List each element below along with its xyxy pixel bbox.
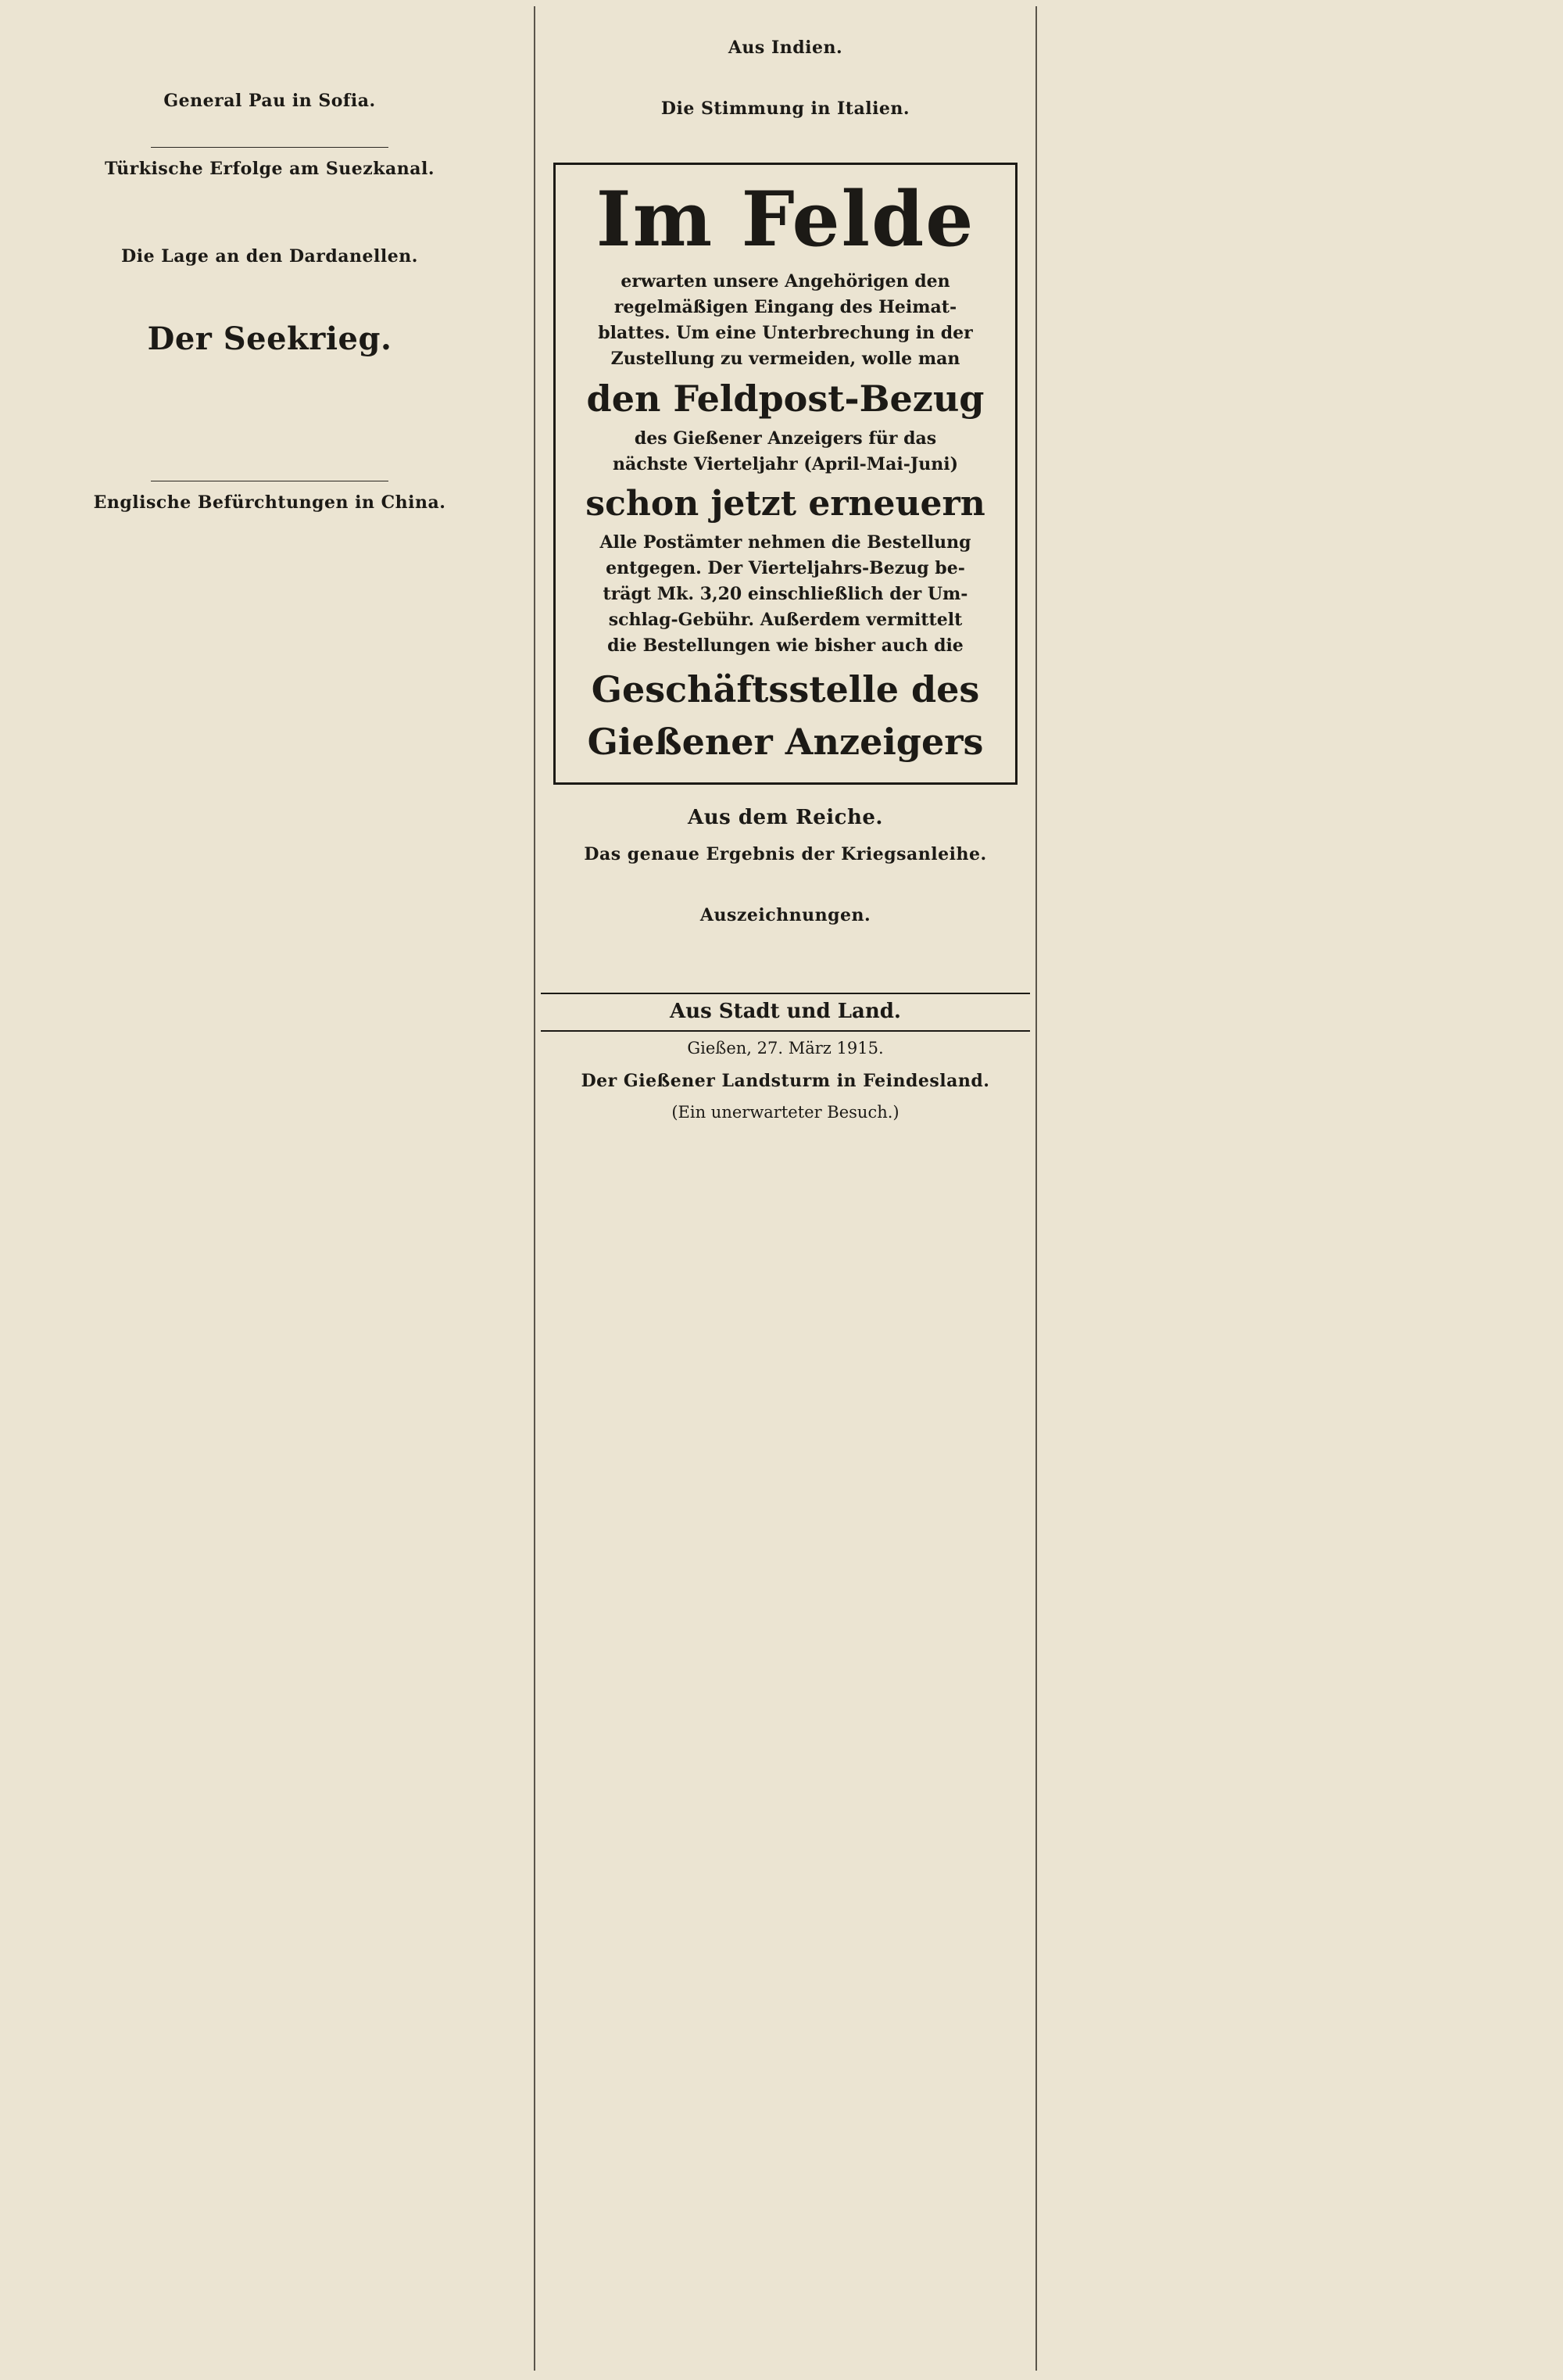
notice-line: die Bestellungen wie bisher auch die xyxy=(607,635,964,657)
article-paragraph xyxy=(11,6,528,27)
article-paragraph xyxy=(11,522,528,542)
article-paragraph xyxy=(1043,6,1552,27)
notice-line: blattes. Um eine Unterbrechung in der xyxy=(598,322,973,343)
article-subheading: (Ein unerwarteter Besuch.) xyxy=(671,1102,900,1122)
section-heading: Der Seekrieg. xyxy=(147,320,392,357)
dateline: Gießen, 27. März 1915. xyxy=(687,1038,884,1058)
notice-office: Geschäftsstelle des xyxy=(591,668,980,711)
article-paragraph xyxy=(541,1130,1030,1151)
article-paragraph xyxy=(11,428,528,448)
article-paragraph xyxy=(11,401,528,421)
notice-title: Im Felde xyxy=(596,174,975,263)
article-paragraph xyxy=(541,6,1030,27)
notice-line: erwarten unsere Angehörigen den xyxy=(621,270,950,292)
notice-line: schlag-Gebühr. Außerdem vermittelt xyxy=(608,610,963,631)
article-paragraph xyxy=(541,128,1030,149)
article-paragraph xyxy=(541,874,1030,894)
article-heading: Englische Befürchtungen in China. xyxy=(93,492,446,513)
column-right xyxy=(1043,6,1552,2371)
article-paragraph xyxy=(11,215,528,235)
article-heading: Die Stimmung in Italien. xyxy=(660,98,910,119)
column-rule xyxy=(1035,6,1037,2371)
article-paragraph xyxy=(11,454,528,474)
article-heading: Der Gießener Landsturm in Feindesland. xyxy=(581,1071,990,1092)
column-middle xyxy=(541,6,1030,2371)
column-left xyxy=(11,6,528,2371)
notice-feldpost: den Feldpost-Bezug xyxy=(586,377,985,420)
notice-office: Gießener Anzeigers xyxy=(587,721,984,764)
local-notice xyxy=(1043,167,1552,188)
article-paragraph xyxy=(541,67,1030,88)
local-notice xyxy=(1043,220,1552,241)
article-heading: Türkische Erfolge am Suezkanal. xyxy=(104,158,435,179)
local-notice xyxy=(1043,194,1552,214)
article-paragraph xyxy=(541,961,1030,982)
subscription-notice xyxy=(553,163,1018,786)
article-paragraph xyxy=(11,188,528,209)
article-paragraph xyxy=(11,33,528,53)
article-heading: Aus Indien. xyxy=(728,38,843,58)
notice-line: entgegen. Der Vierteljahrs-Bezug be- xyxy=(606,558,965,579)
article-paragraph xyxy=(1043,33,1552,53)
notice-line: Alle Postämter nehmen die Bestellung xyxy=(599,532,971,553)
notice-line: trägt Mk. 3,20 einschließlich der Um- xyxy=(603,584,968,605)
article-heading: Auszeichnungen. xyxy=(699,905,871,926)
column-rule xyxy=(534,6,535,2371)
article-heading: General Pau in Sofia. xyxy=(163,91,376,111)
article-paragraph xyxy=(11,374,528,395)
article-heading: Die Lage an den Dardanellen. xyxy=(121,245,418,267)
section-heading: Aus dem Reiche. xyxy=(688,806,883,830)
article-paragraph xyxy=(11,549,528,569)
notice-line: Zustellung zu vermeiden, wolle man xyxy=(610,348,960,369)
article-paragraph xyxy=(1043,59,1552,80)
article-paragraph xyxy=(541,935,1030,955)
local-notice xyxy=(1043,141,1552,161)
notice-renew: schon jetzt erneuern xyxy=(585,484,985,524)
section-band: Aus Stadt und Land. xyxy=(541,993,1030,1032)
article-paragraph xyxy=(11,59,528,80)
article-paragraph xyxy=(11,276,528,296)
separator xyxy=(151,147,389,148)
article-heading: Das genaue Ergebnis der Kriegsanleihe. xyxy=(584,844,987,865)
notice-line: regelmäßigen Eingang des Heimat- xyxy=(613,296,957,317)
article-paragraph xyxy=(11,120,528,141)
notice-line: nächste Vierteljahr (April-Mai-Juni) xyxy=(612,454,958,475)
article-paragraph xyxy=(1043,86,1552,106)
article-paragraph xyxy=(1043,113,1552,133)
notice-line: des Gießener Anzeigers für das xyxy=(634,428,937,449)
